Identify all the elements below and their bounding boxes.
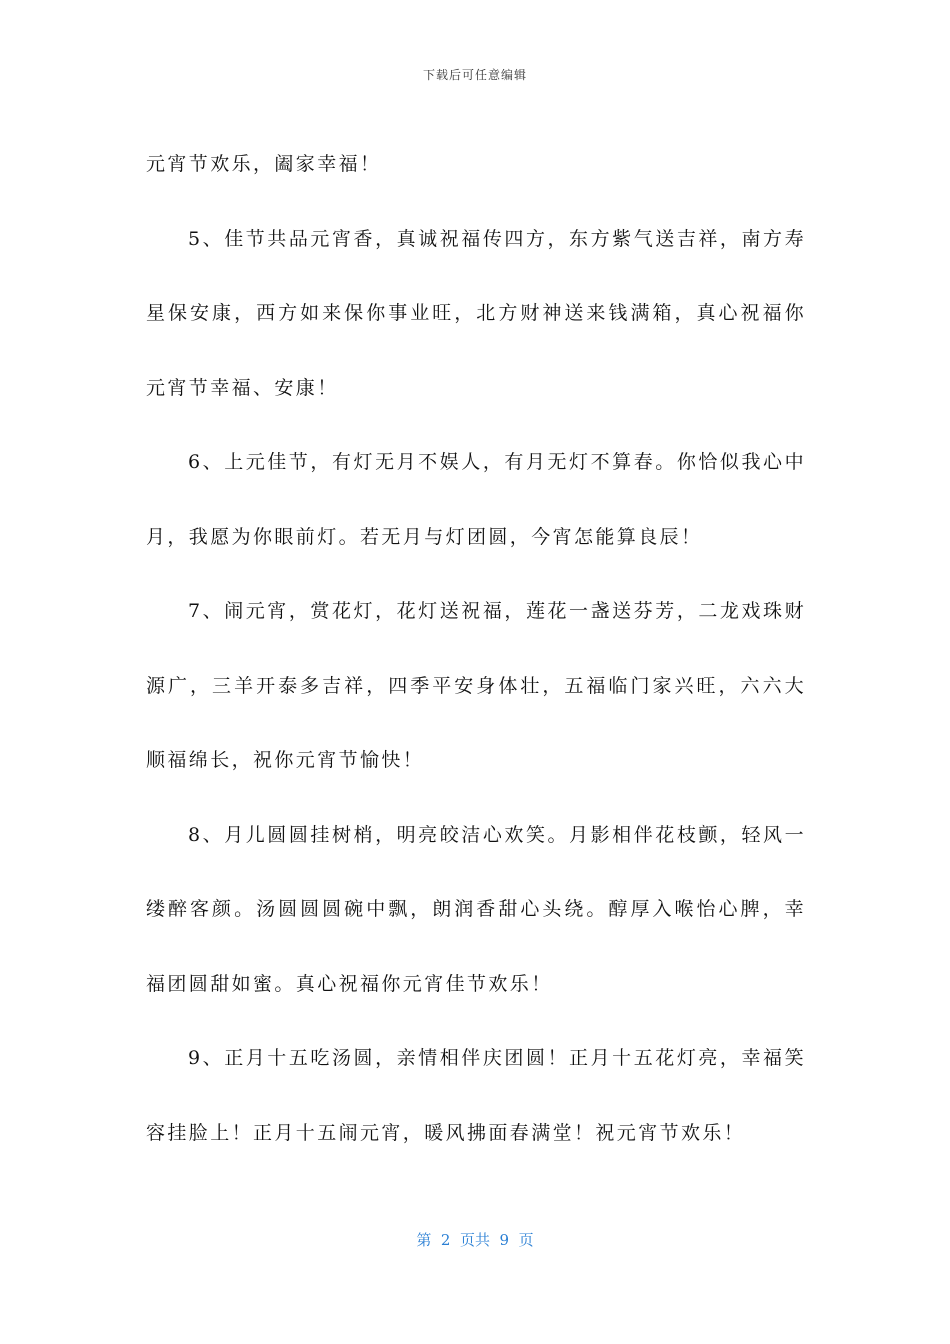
paragraph-wish-9: 9、正月十五吃汤圆，亲情相伴庆团圆！正月十五花灯亮，幸福笑容挂脸上！正月十五闹元宵，暖风拂面春满堂！祝元宵节欢乐！ — [146, 1047, 806, 1144]
page-number-footer: 第 2 页共 9 页 — [416, 1231, 534, 1249]
paragraph-wish-6: 6、上元佳节，有灯无月不娱人，有月无灯不算春。你恰似我心中月，我愿为你眼前灯。若无月与灯团圆，今宵怎能算良辰！ — [146, 451, 806, 548]
paragraph-wish-8: 8、月儿圆圆挂树梢，明亮皎洁心欢笑。月影相伴花枝颤，轻风一缕醉客颜。汤圆圆圆碗中飘，朗润香甜心头绕。醇厚入喉怡心脾，幸福团圆甜如蜜。真心祝福你元宵佳节欢乐！ — [146, 823, 806, 995]
paragraph-wish-5: 5、佳节共品元宵香，真诚祝福传四方，东方紫气送吉祥，南方寿星保安康，西方如来保你事业旺，北方财神送来钱满箱，真心祝福你元宵节幸福、安康！ — [146, 227, 806, 399]
header-note: 下载后可任意编辑 — [422, 68, 527, 82]
paragraph-wish-7: 7、闹元宵，赏花灯，花灯送祝福，莲花一盏送芬芳，二龙戏珠财源广，三羊开泰多吉祥，四季平安身体壮，五福临门家兴旺，六六大顺福绵长，祝你元宵节愉快！ — [146, 600, 806, 771]
paragraph-continuation: 元宵节欢乐，阖家幸福！ — [146, 153, 382, 175]
document-body — [146, 127, 806, 1170]
